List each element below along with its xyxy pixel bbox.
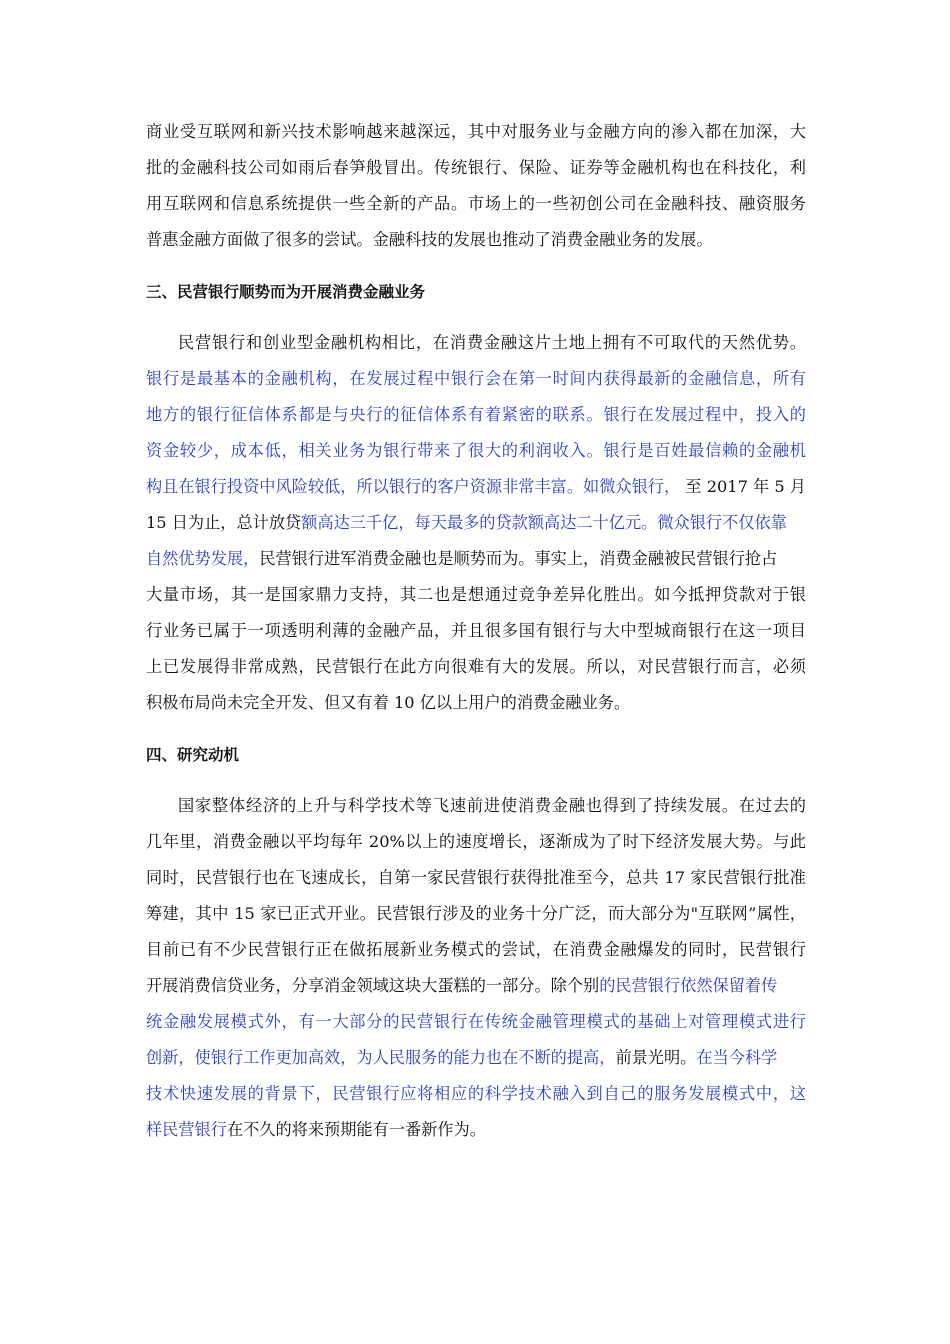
highlighted-span: 创新，使银行工作更加高效，为人民服务的能力也在不断的提高， xyxy=(146,1048,616,1067)
paragraph-line xyxy=(146,549,806,569)
section-heading-4: 四、研究动机 xyxy=(146,746,240,764)
highlighted-line: 技术快速发展的背景下，民营银行应将相应的科学技术融入到自己的服务发展模式中，这 xyxy=(146,1084,806,1103)
paragraph-line: 商业受互联网和新兴技术影响越来越深远，其中对服务业与金融方向的渗入都在加深，大 xyxy=(146,122,806,141)
text-span: 15 日为止，总计放贷 xyxy=(146,513,302,532)
paragraph-line: 上已发展得非常成熟，民营银行在此方向很难有大的发展。所以，对民营银行而言，必须 xyxy=(146,657,806,676)
paragraph-line: 用互联网和信息系统提供一些全新的产品。市场上的一些初创公司在金融科技、融资服务 xyxy=(146,194,806,213)
paragraph-line: 批的金融科技公司如雨后春笋般冒出。传统银行、保险、证券等金融机构也在科技化，利 xyxy=(146,158,806,177)
paragraph-line: 行业务已属于一项透明利薄的金融产品，并且很多国有银行与大中型城商银行在这一项目 xyxy=(146,621,806,640)
text-span: 开展消费信贷业务，分享消金领域这块大蛋糕的一部分。除个别 xyxy=(146,976,600,995)
paragraph-line: 同时，民营银行也在飞速成长，自第一家民营银行获得批准至今，总共 17 家民营银行批准 xyxy=(146,868,806,887)
highlighted-span: 样民营银行 xyxy=(146,1120,227,1139)
text-span: 民营银行进军消费金融也是顺势而为。事实上，消费金融被民营银行抢占 xyxy=(259,549,778,568)
paragraph-line xyxy=(146,477,806,497)
text-span: 前景光明。 xyxy=(615,1048,697,1067)
paragraph-line: 目前已有不少民营银行正在做拓展新业务模式的尝试，在消费金融爆发的同时，民营银行 xyxy=(146,940,806,959)
paragraph-line: 国家整体经济的上升与科学技术等飞速前进使消费金融也得到了持续发展。在过去的 xyxy=(178,796,806,815)
highlighted-span: 的民营银行依然保留着传 xyxy=(599,976,778,995)
text-span: 至 2017 年 5 月 xyxy=(685,477,806,496)
paragraph-line: 积极布局尚未完全开发、但又有着 10 亿以上用户的消费金融业务。 xyxy=(146,693,631,712)
paragraph-line xyxy=(146,513,806,533)
paragraph-line: 普惠金融方面做了很多的尝试。金融科技的发展也推动了消费金融业务的发展。 xyxy=(146,230,713,249)
paragraph-line: 民营银行和创业型金融机构相比，在消费金融这片土地上拥有不可取代的天然优势。 xyxy=(178,333,806,352)
paragraph-line xyxy=(146,1048,806,1068)
highlighted-span: 在当今科学 xyxy=(696,1048,778,1067)
section-heading-3: 三、民营银行顺势而为开展消费金融业务 xyxy=(146,283,426,301)
highlighted-line: 银行是最基本的金融机构，在发展过程中银行会在第一时间内获得最新的金融信息，所有 xyxy=(146,369,806,388)
highlighted-line: 地方的银行征信体系都是与央行的征信体系有着紧密的联系。银行在发展过程中，投入的 xyxy=(146,405,806,424)
highlighted-span: 构且在银行投资中风险较低，所以银行的客户资源非常丰富。如微众银行， xyxy=(146,477,681,496)
text-span: 在不久的将来预期能有一番新作为。 xyxy=(226,1120,486,1139)
paragraph-line xyxy=(146,1120,806,1140)
highlighted-line: 资金较少，成本低，相关业务为银行带来了很大的利润收入。银行是百姓最信赖的金融机 xyxy=(146,441,806,460)
highlighted-span: 额高达三千亿，每天最多的贷款额高达二十亿元。微众银行不仅依靠 xyxy=(301,513,787,532)
paragraph-line: 筹建，其中 15 家已正式开业。民营银行涉及的业务十分广泛，而大部分为"互联网”属性， xyxy=(146,904,806,923)
highlighted-span: 自然优势发展， xyxy=(146,549,260,568)
paragraph-line: 大量市场，其一是国家鼎力支持，其二也是想通过竞争差异化胜出。如今抵押贷款对于银 xyxy=(146,585,806,604)
highlighted-line: 统金融发展模式外，有一大部分的民营银行在传统金融管理模式的基础上对管理模式进行 xyxy=(146,1012,806,1031)
paragraph-line xyxy=(146,976,806,996)
paragraph-line: 几年里，消费金融以平均每年 20%以上的速度增长，逐渐成为了时下经济发展大势。与此 xyxy=(146,832,806,851)
